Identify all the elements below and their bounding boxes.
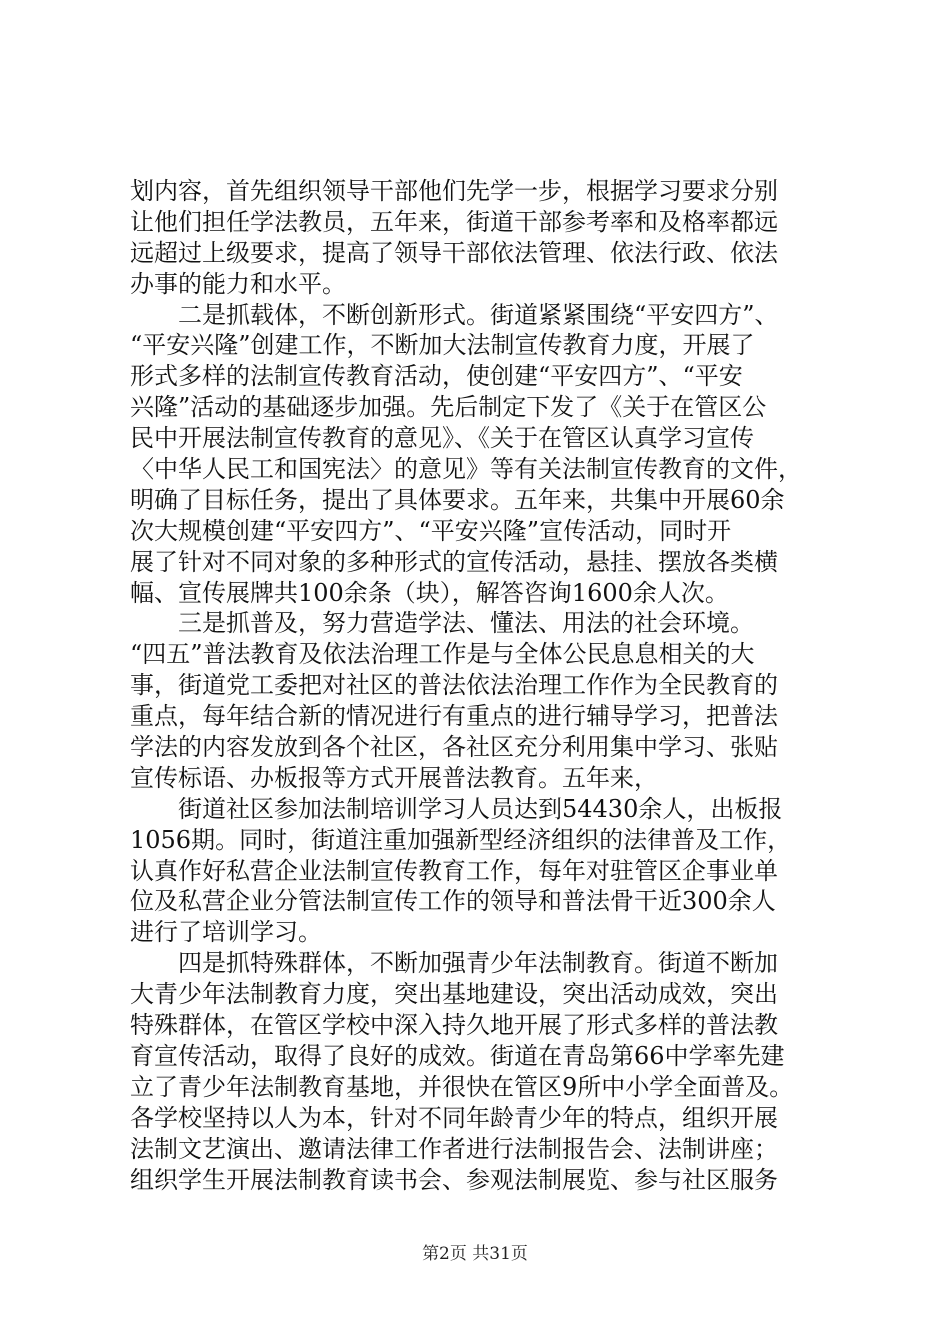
text-line: 育宣传活动，取得了良好的成效。街道在青岛第66中学率先建 — [130, 1041, 785, 1070]
text-line: 1056期。同时，街道注重加强新型经济组织的法律普及工作， — [130, 825, 792, 854]
text-line: 位及私营企业分管法制宣传工作的领导和普法骨干近300余人 — [130, 887, 776, 916]
text-line: 办事的能力和水平。 — [130, 269, 346, 298]
text-line: 认真作好私营企业法制宣传教育工作，每年对驻管区企事业单 — [130, 856, 778, 885]
text-line: 划内容，首先组织领导干部他们先学一步，根据学习要求分别 — [130, 177, 778, 205]
text-line: 法制文艺演出、邀请法律工作者进行法制报告会、法制讲座； — [130, 1134, 778, 1163]
text-line: 各学校坚持以人为本，针对不同年龄青少年的特点，组织开展 — [130, 1103, 778, 1132]
text-line: 形式多样的法制宣传教育活动，使创建“平安四方”、“平安 — [130, 362, 743, 391]
text-line: 重点，每年结合新的情况进行有重点的进行辅导学习，把普法 — [130, 702, 778, 731]
text-line: 民中开展法制宣传教育的意见》、《关于在管区认真学习宣传 — [130, 424, 754, 453]
text-line: 幅、宣传展牌共100余条（块），解答咨询1600余人次。 — [130, 578, 729, 607]
text-line: 四是抓特殊群体，不断加强青少年法制教育。街道不断加 — [130, 949, 778, 978]
text-line: 远超过上级要求，提高了领导干部依法管理、依法行政、依法 — [130, 238, 778, 267]
text-line: 让他们担任学法教员，五年来，街道干部参考率和及格率都远 — [130, 207, 778, 236]
text-line: 街道社区参加法制培训学习人员达到54430余人，出板报 — [130, 794, 783, 823]
text-line: “平安兴隆”创建工作，不断加大法制宣传教育力度，开展了 — [130, 331, 755, 360]
text-line: 兴隆”活动的基础逐步加强。先后制定下发了《关于在管区公 — [130, 393, 767, 422]
text-line: 次大规模创建“平安四方”、“平安兴隆”宣传活动，同时开 — [130, 516, 732, 545]
document-body — [130, 176, 830, 1195]
text-line: 进行了培训学习。 — [130, 918, 322, 947]
text-line: 三是抓普及，努力营造学法、懂法、用法的社会环境。 — [130, 609, 754, 638]
text-line: 学法的内容发放到各个社区，各社区充分利用集中学习、张贴 — [130, 733, 778, 762]
text-line: 二是抓载体，不断创新形式。街道紧紧围绕“平安四方”、 — [130, 300, 779, 329]
text-line: 明确了目标任务，提出了具体要求。五年来，共集中开展60余 — [130, 485, 785, 514]
text-line: 立了青少年法制教育基地，并很快在管区9所中小学全面普及。 — [130, 1072, 794, 1101]
text-line: 组织学生开展法制教育读书会、参观法制展览、参与社区服务 — [130, 1165, 778, 1194]
page-footer: 第2页 共31页 — [422, 1244, 528, 1264]
text-line: 宣传标语、办板报等方式开展普法教育。五年来， — [130, 763, 658, 792]
text-line: 大青少年法制教育力度，突出基地建设，突出活动成效，突出 — [130, 980, 778, 1009]
text-line: 展了针对不同对象的多种形式的宣传活动，悬挂、摆放各类横 — [130, 547, 778, 576]
text-line: 特殊群体，在管区学校中深入持久地开展了形式多样的普法教 — [130, 1011, 778, 1040]
text-line: 事，街道党工委把对社区的普法依法治理工作作为全民教育的 — [130, 671, 778, 700]
text-line: “四五”普法教育及依法治理工作是与全体公民息息相关的大 — [130, 640, 755, 669]
text-line: 〈中华人民工和国宪法〉的意见》等有关法制宣传教育的文件， — [130, 455, 802, 484]
